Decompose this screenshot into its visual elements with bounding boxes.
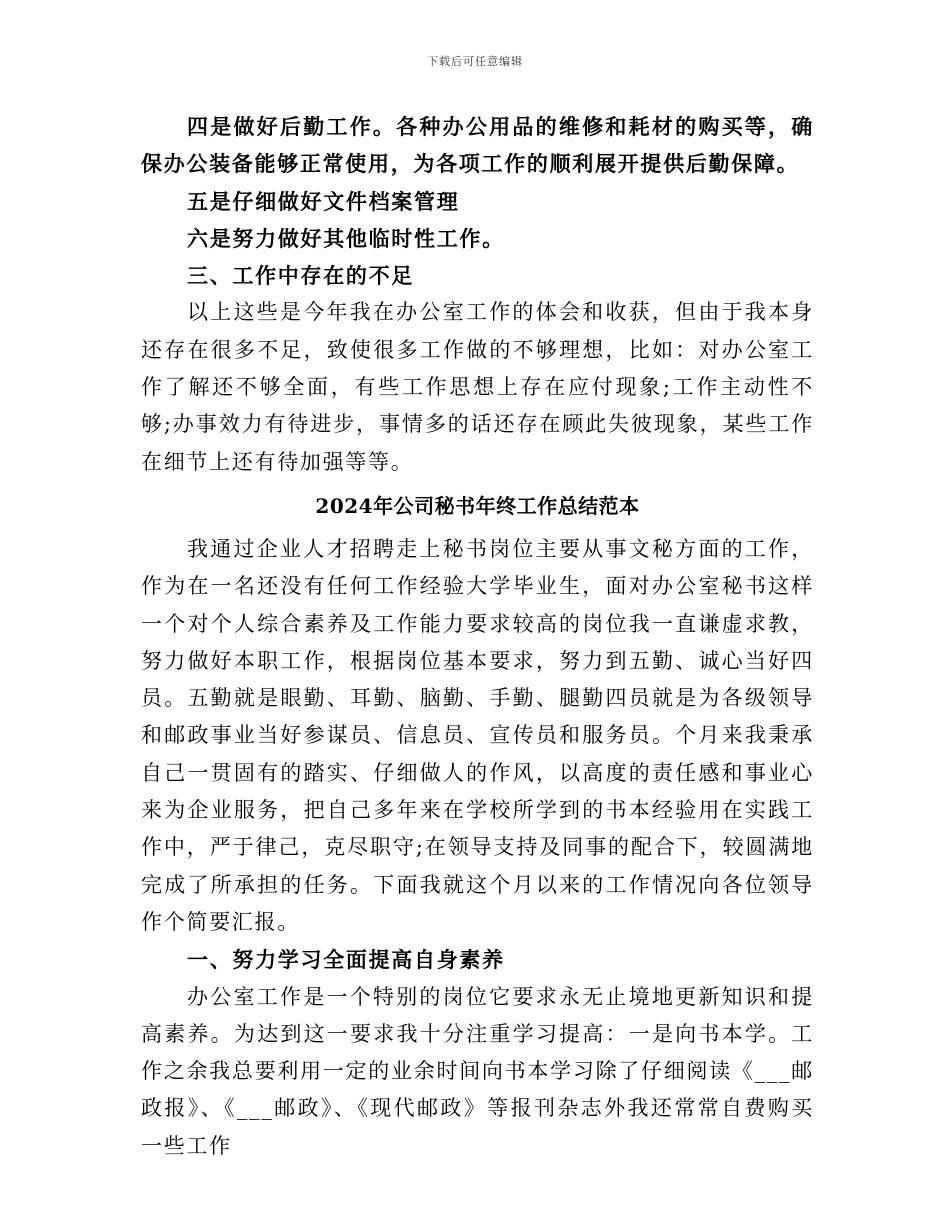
paragraph-archives: 五是仔细做好文件档案管理 [187,188,460,214]
page-header-note: 下载后可任意编辑 [427,55,523,68]
section-heading-shortcomings: 三、工作中存在的不足 [187,263,414,289]
document-title: 2024年公司秘书年终工作总结范本 [315,493,640,518]
document-body [141,108,814,1165]
paragraph-shortcomings: 以上这些是今年我在办公室工作的体会和收获，但由于我本身还存在很多不足，致使很多工作做的不够理想，比如：对办公室工作了解还不够全面，有些工作思想上存在应付现象;工作主动性不够;办事效力有待进步，事情多的话还存在顾此失彼现象，某些工作在细节上还有待加强等等。 [141,300,814,474]
section-heading-study: 一、努力学习全面提高自身素养 [187,947,505,973]
paragraph-logistics: 四是做好后勤工作。各种办公用品的维修和耗材的购买等，确保办公装备能够正常使用，为各项工作的顺利展开提供后勤保障。 [141,114,814,177]
paragraph-temporary-work: 六是努力做好其他临时性工作。 [187,225,505,251]
paragraph-study: 办公室工作是一个特别的岗位它要求永无止境地更新知识和提高素养。为达到这一要求我十分注重学习提高：一是向书本学。工作之余我总要利用一定的业余时间向书本学习除了仔细阅读《___邮政报》、《___邮政》、《现代邮政》等报刊杂志外我还常常自费购买一些工作 [141,984,814,1158]
paragraph-intro: 我通过企业人才招聘走上秘书岗位主要从事文秘方面的工作，作为在一名还没有任何工作经验大学毕业生，面对办公室秘书这样一个对个人综合素养及工作能力要求较高的岗位我一直谦虚求教，努力做好本职工作，根据岗位基本要求，努力到五勤、诚心当好四员。五勤就是眼勤、耳勤、脑勤、手勤、腿勤四员就是为各级领导和邮政事业当好参谋员、信息员、宣传员和服务员。个月来我秉承自己一贯固有的踏实、仔细做人的作风，以高度的责任感和事业心来为企业服务，把自己多年来在学校所学到的书本经验用在实践工作中，严于律己，克尽职守;在领导支持及同事的配合下，较圆满地完成了所承担的任务。下面我就这个月以来的工作情况向各位领导作个简要汇报。 [141,536,814,934]
